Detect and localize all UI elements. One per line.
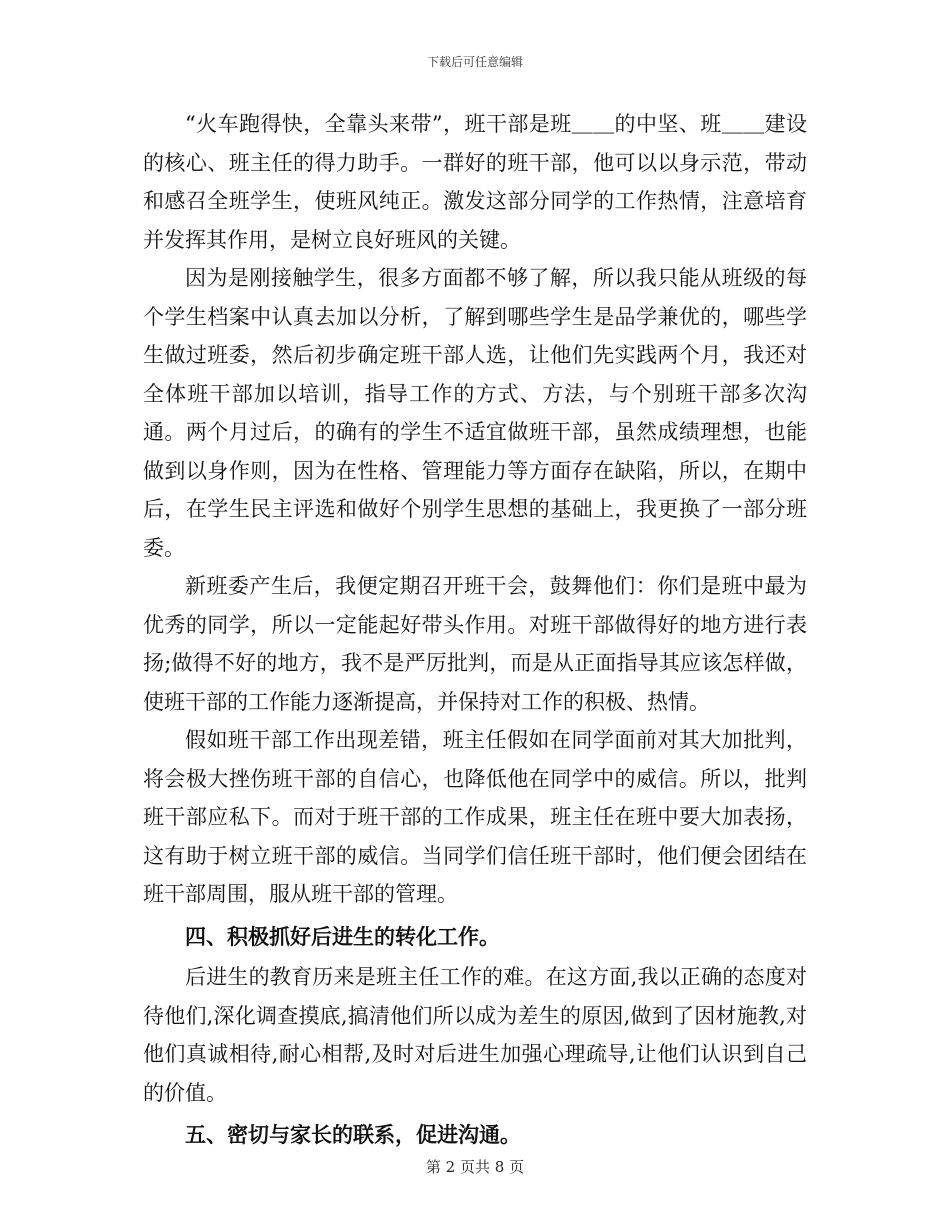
- page-header-note: 下载后可任意编辑: [426, 55, 523, 69]
- paragraph-class-cadre-importance: “火车跑得快，全靠头来带”，班干部是班＿＿的中坚、班＿＿建设的核心、班主任的得力助手。一群好的班干部，他可以以身示范，带动和感召全班学生，使班风纯正。激发这部分同学的工作热情，注意培育并发挥其作用，是树立良好班风的关键。: [143, 112, 807, 252]
- page-number-footer: 第 2 页共 8 页: [425, 1158, 525, 1176]
- paragraph-private-criticism: 假如班干部工作出现差错，班主任假如在同学面前对其大加批判，将会极大挫伤班干部的自信心，也降低他在同学中的威信。所以，批判班干部应私下。而对于班干部的工作成果，班主任在班中要大加表扬，这有助于树立班干部的威信。当同学们信任班干部时，他们便会团结在班干部周围，服从班干部的管理。: [143, 728, 807, 906]
- paragraph-struggling-students: 后进生的教育历来是班主任工作的难。在这方面,我以正确的态度对待他们,深化调查摸底,搞清他们所以成为差生的原因,做到了因材施教,对他们真诚相待,耐心相帮,及时对后进生加强心理疏导,让他们认识到自己的价值。: [143, 965, 807, 1105]
- document-body: [143, 105, 807, 1155]
- section-heading-five: 五、密切与家长的联系，促进沟通。: [185, 1122, 521, 1147]
- paragraph-selecting-cadres: 因为是刚接触学生，很多方面都不够了解，所以我只能从班级的每个学生档案中认真去加以分析，了解到哪些学生是品学兼优的，哪些学生做过班委，然后初步确定班干部人选，让他们先实践两个月，我还对全体班干部加以培训，指导工作的方式、方法，与个别班干部多次沟通。两个月过后，的确有的学生不适宜做班干部，虽然成绩理想，也能做到以身作则，因为在性格、管理能力等方面存在缺陷，所以，在期中后，在学生民主评选和做好个别学生思想的基础上，我更换了一部分班委。: [143, 266, 807, 560]
- paragraph-cadre-meetings: 新班委产生后，我便定期召开班干会，鼓舞他们：你们是班中最为优秀的同学，所以一定能起好带头作用。对班干部做得好的地方进行表扬;做得不好的地方，我不是严厉批判，而是从正面指导其应该怎样做，使班干部的工作能力逐渐提高，并保持对工作的积极、热情。: [143, 574, 807, 714]
- section-heading-four: 四、积极抓好后进生的转化工作。: [185, 923, 500, 949]
